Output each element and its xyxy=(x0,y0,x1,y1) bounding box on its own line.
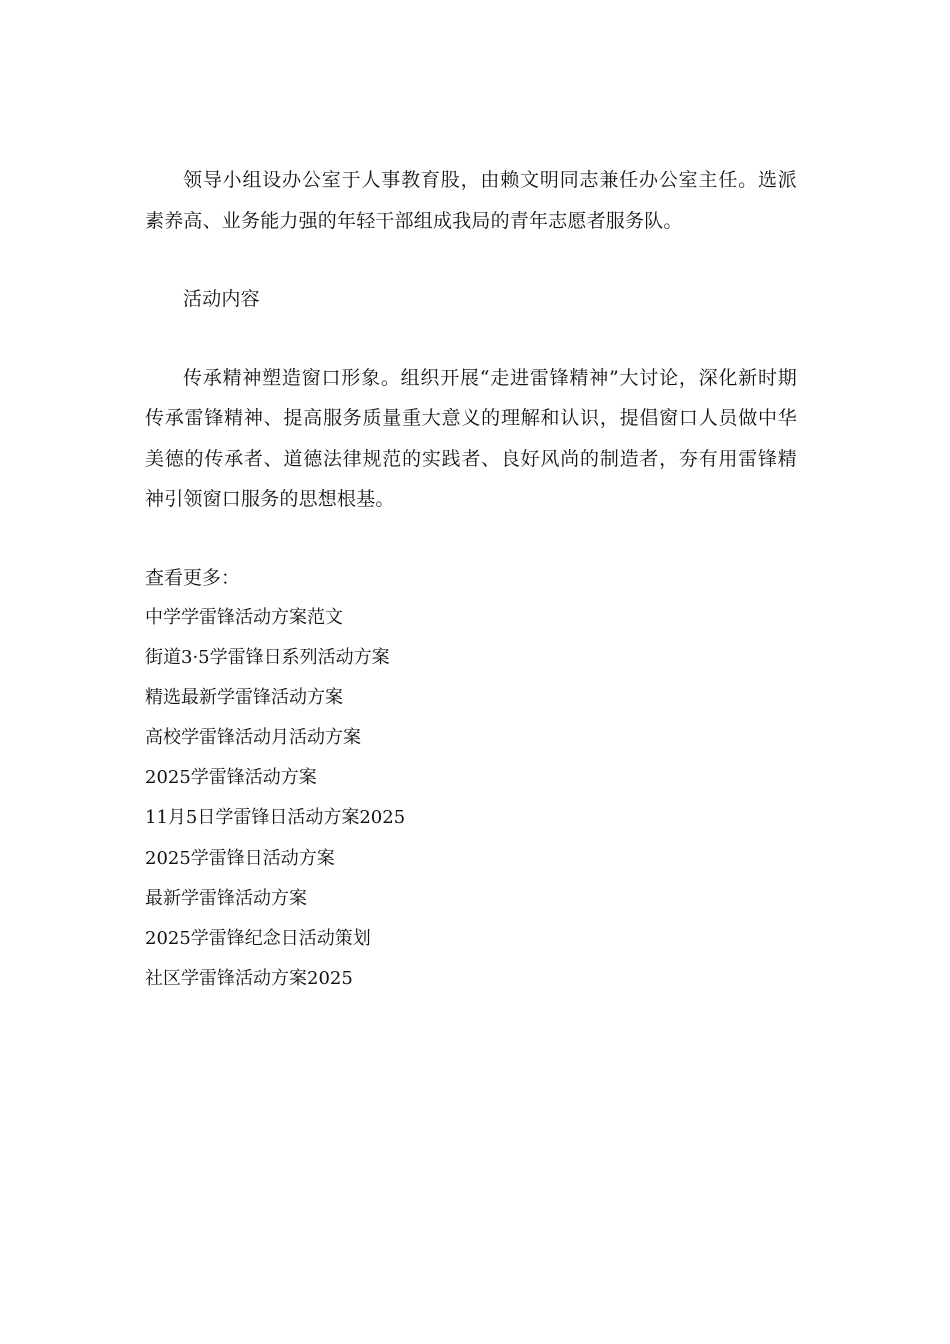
more-link-5[interactable]: 2025学雷锋活动方案 xyxy=(145,767,317,789)
more-link-6[interactable]: 11月5日学雷锋日活动方案2025 xyxy=(145,807,406,829)
list-item xyxy=(145,718,797,758)
list-item xyxy=(145,638,797,678)
list-item xyxy=(145,919,797,959)
more-link-1[interactable]: 中学学雷锋活动方案范文 xyxy=(145,606,343,628)
more-link-10[interactable]: 社区学雷锋活动方案2025 xyxy=(145,968,353,990)
paragraph-office: 领导小组设办公室于人事教育股，由赖文明同志兼任办公室主任。选派素养高、业务能力强的年轻干部组成我局的青年志愿者服务队。 xyxy=(145,169,797,232)
see-more-title: 查看更多： xyxy=(145,566,241,589)
more-link-2[interactable]: 街道3·5学雷锋日系列活动方案 xyxy=(145,646,390,668)
more-link-8[interactable]: 最新学雷锋活动方案 xyxy=(145,887,307,909)
list-item xyxy=(145,879,797,919)
list-item xyxy=(145,839,797,879)
more-link-3[interactable]: 精选最新学雷锋活动方案 xyxy=(145,686,343,708)
more-link-7[interactable]: 2025学雷锋日活动方案 xyxy=(145,847,335,869)
more-link-4[interactable]: 高校学雷锋活动月活动方案 xyxy=(145,727,361,749)
list-item xyxy=(145,959,797,999)
section-heading-activity-content: 活动内容 xyxy=(183,288,260,310)
list-item xyxy=(145,678,797,718)
list-item xyxy=(145,598,797,638)
paragraph-inherit-spirit: 传承精神塑造窗口形象。组织开展“走进雷锋精神”大讨论，深化新时期传承雷锋精神、提高服务质量重大意义的理解和认识，提倡窗口人员做中华美德的传承者、道德法律规范的实践者、良好风尚的制造者，夯有用雷锋精神引领窗口服务的思想根基。 xyxy=(145,366,797,510)
more-link-9[interactable]: 2025学雷锋纪念日活动策划 xyxy=(145,928,371,949)
document-page xyxy=(145,160,797,999)
see-more-list xyxy=(145,598,797,1000)
list-item xyxy=(145,758,797,798)
list-item xyxy=(145,798,797,838)
